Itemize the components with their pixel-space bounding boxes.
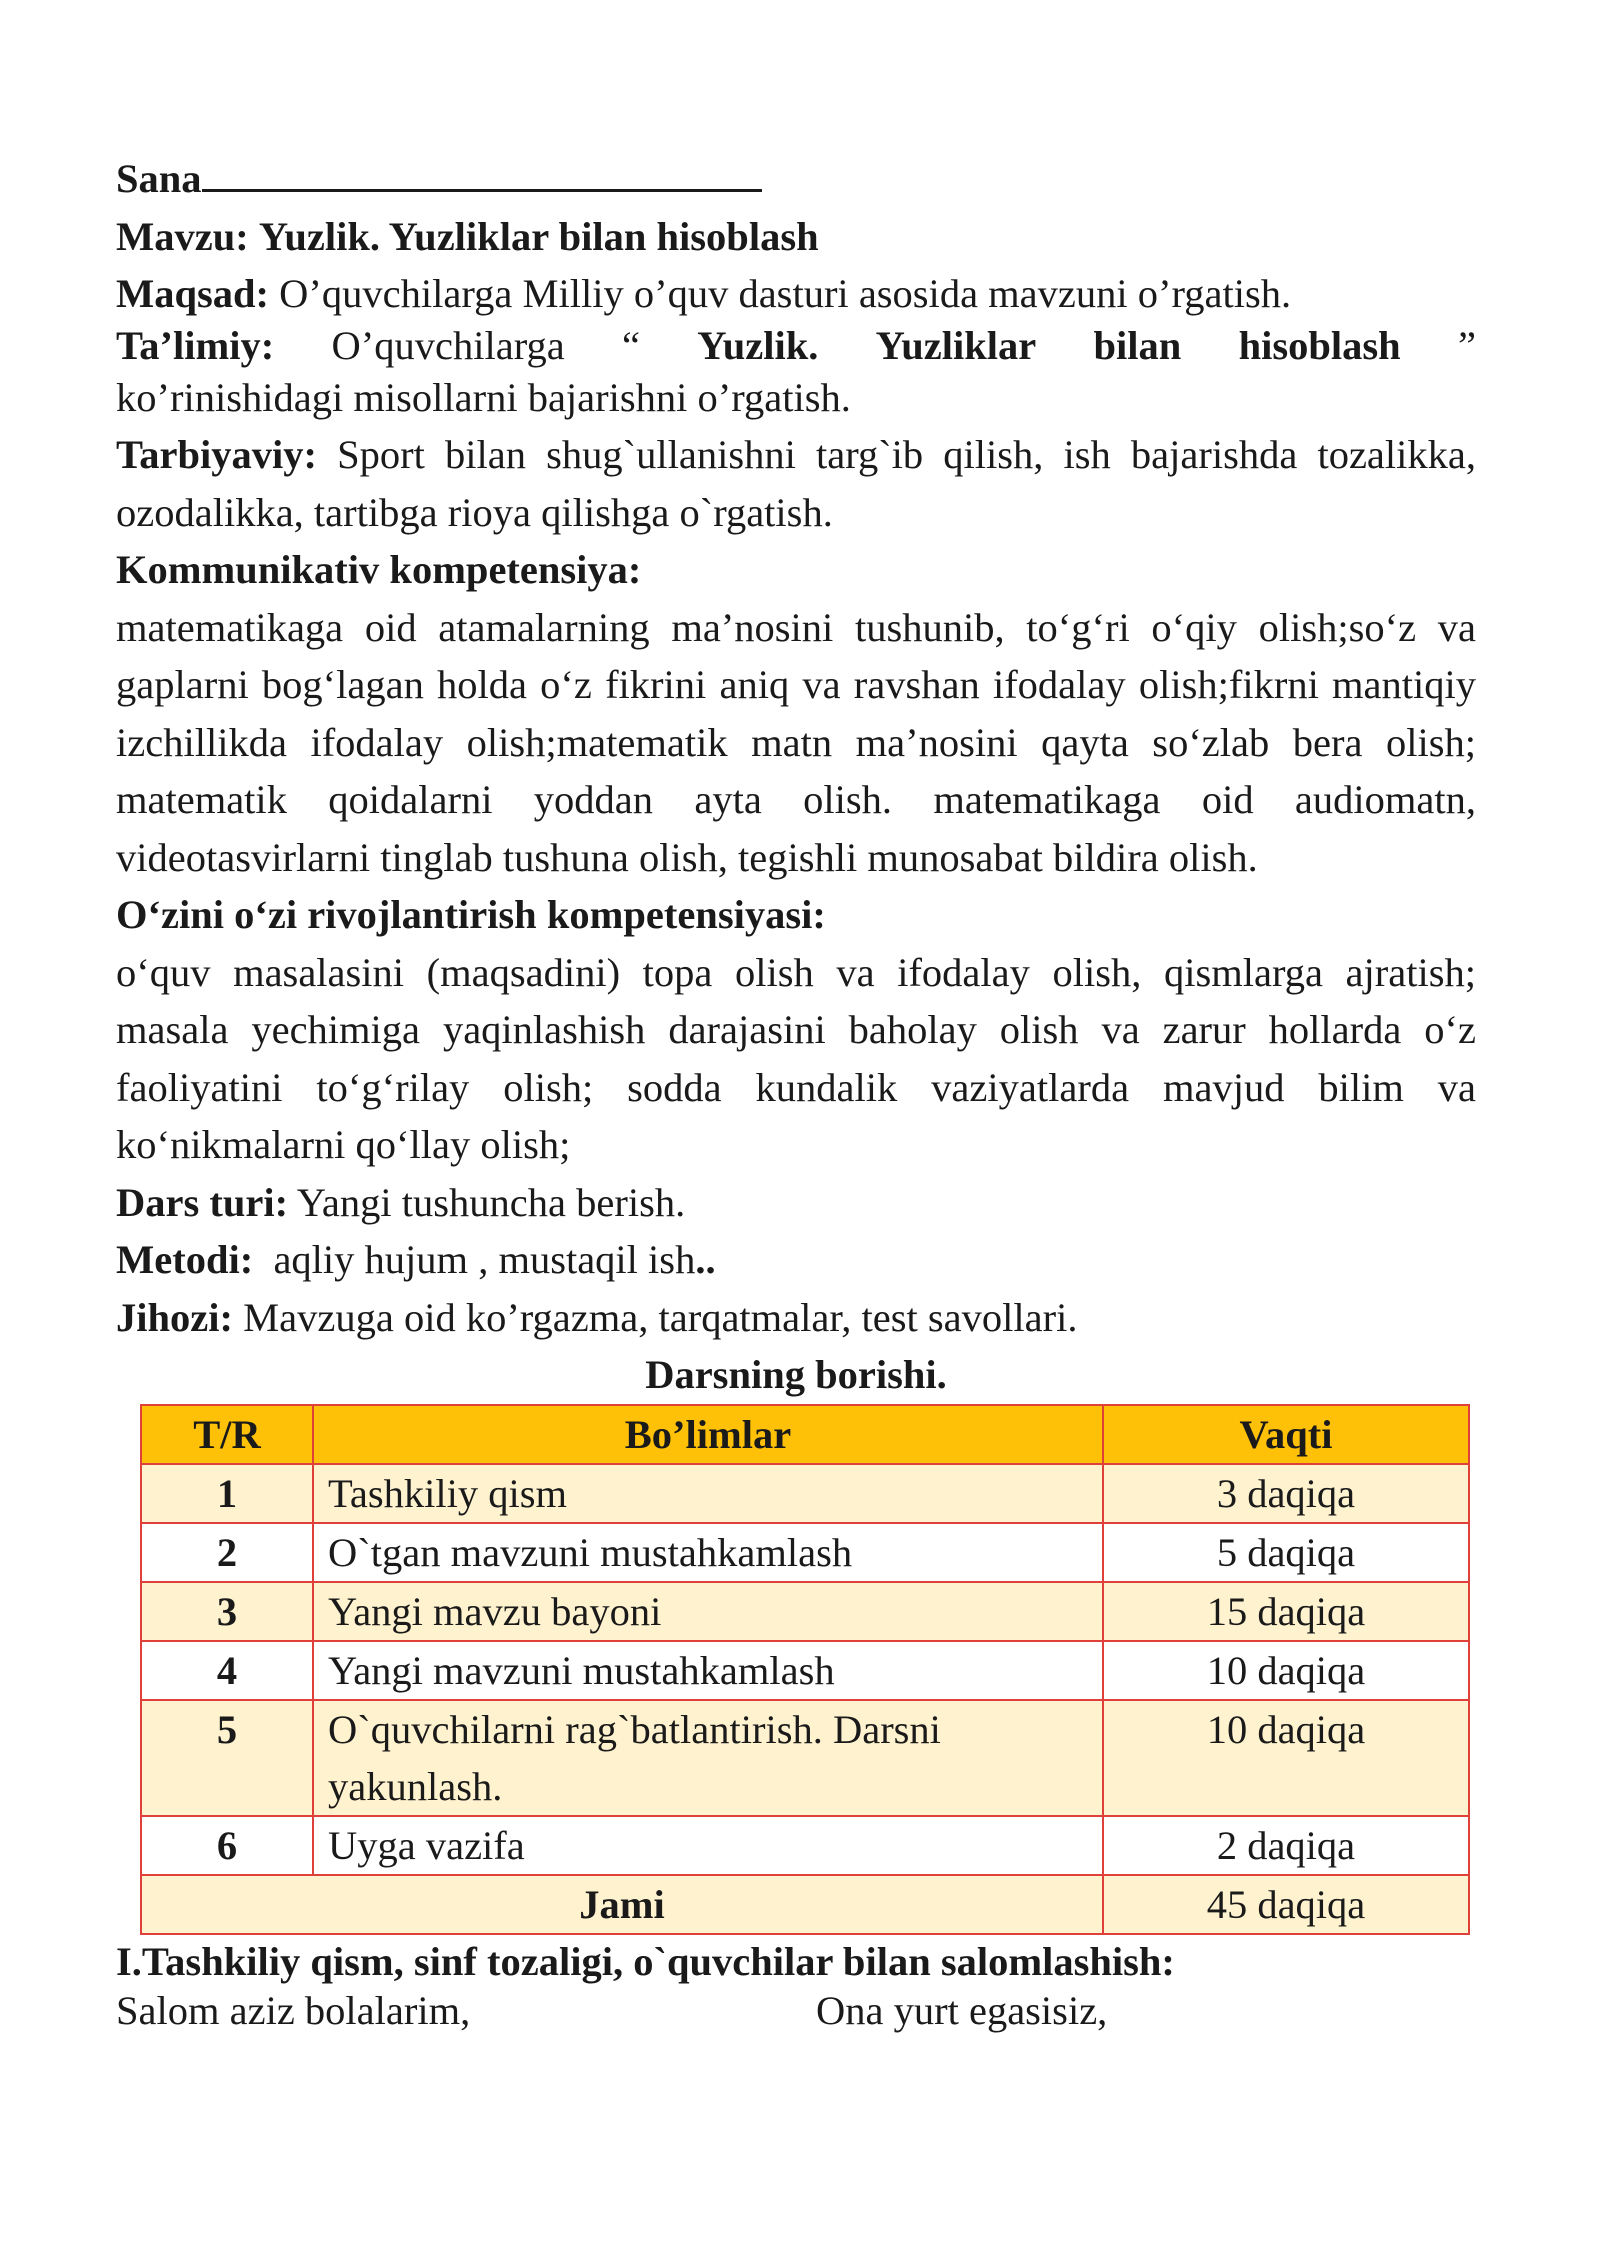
talimiy-label: Ta’limiy: — [116, 322, 275, 368]
row-time: 15 daqiqa — [1103, 1582, 1469, 1641]
row-time: 2 daqiqa — [1103, 1816, 1469, 1875]
table-row — [141, 1641, 1469, 1700]
talimiy-bold-1: Yuzlik. — [697, 322, 819, 368]
metodi-label: Metodi: — [116, 1237, 254, 1282]
row-time: 10 daqiqa — [1103, 1641, 1469, 1700]
talimiy-bold-2: Yuzliklar — [875, 322, 1037, 368]
row-section: Yangi mavzu bayoni — [313, 1582, 1103, 1641]
row-number: 2 — [141, 1523, 313, 1582]
section1-title: I.Tashkiliy qism, sinf tozaligi, o`quvchilar bilan salomlashish: — [116, 1938, 1175, 1984]
talimiy-bold-4: hisoblash — [1238, 322, 1401, 368]
dars-turi-label: Dars turi: — [116, 1179, 289, 1225]
metodi-text: aqliy hujum , mustaqil ish — [273, 1237, 696, 1282]
table-row — [141, 1464, 1469, 1523]
metodi-row — [116, 1231, 1476, 1289]
tarbiyaviy-row — [116, 426, 1476, 541]
total-label: Jami — [141, 1875, 1103, 1934]
greeting-row — [116, 1987, 1476, 2035]
header-bolimlar: Bo’limlar — [313, 1405, 1103, 1464]
table-title: Darsning borishi. — [645, 1352, 947, 1397]
lesson-plan-page — [116, 150, 1476, 2035]
table-header-row — [141, 1405, 1469, 1464]
talimiy-line2: ko’rinishidagi misollarni bajarishni o’rgatish. — [116, 374, 851, 420]
greeting-left: Salom aziz bolalarim, — [116, 1987, 471, 2033]
talimiy-row — [116, 323, 1476, 369]
table-row — [141, 1523, 1469, 1582]
ozini-text: o‘quv masalasini (maqsadini) topa olish va ifodalay olish, qismlarga ajratish; masala yechimiga yaqinlashish darajasini baholay olish va zarur hollarda o‘z faoliyatini to‘g‘rilay olish; sodda kundalik vaziyatlarda mavjud bilim va ko‘nikmalarni qo‘llay olish; — [116, 949, 1476, 1167]
jihozi-label: Jihozi: — [116, 1294, 233, 1340]
maqsad-row — [116, 265, 1476, 323]
ozini-heading — [116, 886, 1476, 944]
jihozi-text: Mavzuga oid ko’rgazma, tarqatmalar, test savollari. — [243, 1294, 1078, 1340]
row-section: Uyga vazifa — [313, 1816, 1103, 1875]
tarbiyaviy-text: Sport bilan shug`ullanishni targ`ib qilish, ish bajarishda tozalikka, ozodalikka, tartibga rioya qilishga o`rgatish. — [116, 432, 1476, 535]
sana-blank-line — [202, 153, 762, 192]
metodi-tail: .. — [695, 1237, 716, 1282]
row-section: Yangi mavzuni mustahkamlash — [313, 1641, 1103, 1700]
talimiy-close-quote: ” — [1457, 322, 1476, 368]
row-section: O`quvchilarni rag`batlantirish. Darsni yakunlash. — [313, 1700, 1103, 1816]
talimiy-word: O’quvchilarga — [331, 322, 565, 368]
kommunikativ-label: Kommunikativ kompetensiya: — [116, 547, 642, 592]
table-row — [141, 1582, 1469, 1641]
section1-heading — [116, 1937, 1476, 1987]
row-number: 1 — [141, 1464, 313, 1523]
row-section: Tashkiliy qism — [313, 1464, 1103, 1523]
header-tr: T/R — [141, 1405, 313, 1464]
mavzu-label: Mavzu: — [116, 213, 249, 259]
row-time: 5 daqiqa — [1103, 1523, 1469, 1582]
table-title-row — [116, 1346, 1476, 1404]
mavzu-text: Yuzlik. Yuzliklar bilan hisoblash — [258, 213, 819, 259]
ozini-label: O‘zini o‘zi rivojlantirish kompetensiyasi: — [116, 892, 826, 937]
row-number: 3 — [141, 1582, 313, 1641]
maqsad-label: Maqsad: — [116, 271, 270, 316]
talimiy-bold-3: bilan — [1093, 322, 1182, 368]
maqsad-text: O’quvchilarga Milliy o’quv dasturi asosida mavzuni o’rgatish. — [279, 271, 1292, 316]
lesson-plan-table — [140, 1404, 1470, 1935]
row-section: O`tgan mavzuni mustahkamlash — [313, 1523, 1103, 1582]
talimiy-open-quote: “ — [621, 322, 640, 368]
row-time: 3 daqiqa — [1103, 1464, 1469, 1523]
row-number: 5 — [141, 1700, 313, 1816]
greeting-right: Ona yurt egasisiz, — [816, 1987, 1108, 2033]
tarbiyaviy-label: Tarbiyaviy: — [116, 432, 318, 477]
dars-turi-row — [116, 1174, 1476, 1232]
table-total-row — [141, 1875, 1469, 1934]
kommunikativ-heading — [116, 541, 1476, 599]
total-value: 45 daqiqa — [1103, 1875, 1469, 1934]
header-vaqti: Vaqti — [1103, 1405, 1469, 1464]
dars-turi-text: Yangi tushuncha berish. — [296, 1179, 686, 1225]
sana-label: Sana — [116, 156, 202, 201]
row-number: 4 — [141, 1641, 313, 1700]
kommunikativ-text: matematikaga oid atamalarning ma’nosini tushunib, to‘g‘ri o‘qiy olish;so‘z va gaplarni bog‘lagan holda o‘z fikrini aniq va ravshan ifodalay olish;fikrni mantiqiy izchillikda ifodalay olish;matematik matn ma’nosini qayta so‘zlab bera olish; matematik qoidalarni yoddan ayta olish. matematikaga oid audiomatn, videotasvirlarni tinglab tushuna olish, tegishli munosabat bildira olish. — [116, 604, 1476, 880]
sana-line-row — [116, 150, 1476, 208]
table-row — [141, 1700, 1469, 1816]
row-time: 10 daqiqa — [1103, 1700, 1469, 1816]
mavzu-row — [116, 208, 1476, 266]
table-row — [141, 1816, 1469, 1875]
row-number: 6 — [141, 1816, 313, 1875]
jihozi-row — [116, 1289, 1476, 1347]
